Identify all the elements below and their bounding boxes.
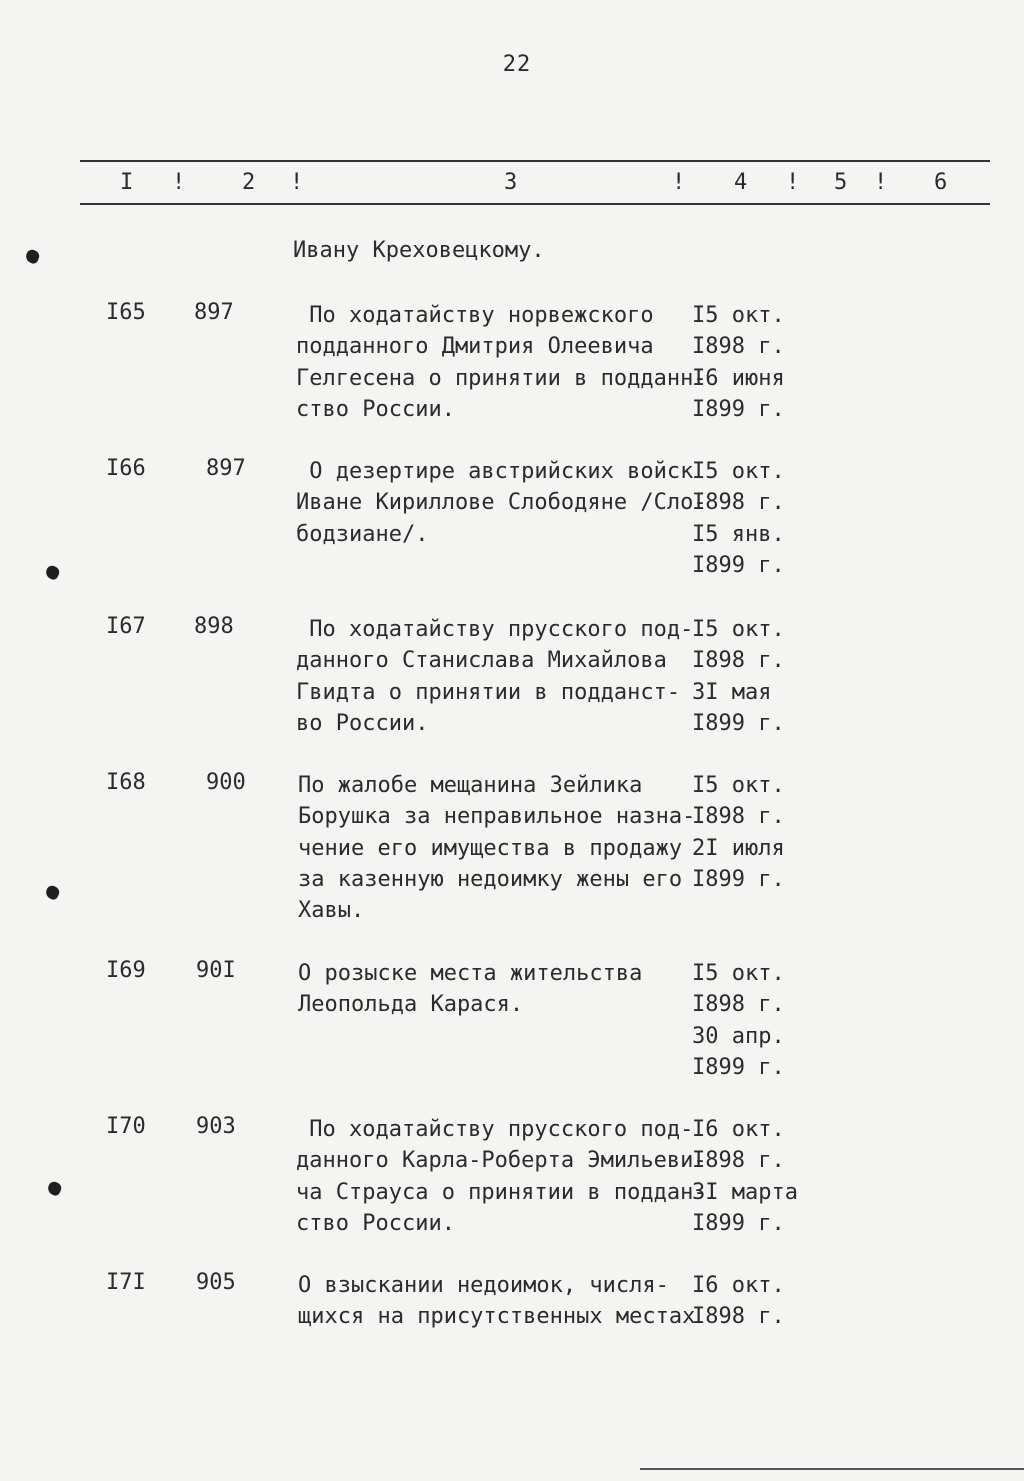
entry-dates: I5 окт. I898 г. 30 апр. I899 г. — [692, 961, 785, 1080]
page-bottom-line — [640, 1468, 1024, 1470]
entry-description: По ходатайству норвежского подданного Дмитрия Олеевича Гелгесена о принятии в подданн- ство России. — [296, 303, 707, 422]
entry-number: I70 — [106, 1114, 146, 1139]
entry-reference: 897 — [194, 300, 234, 325]
header-separator: ! — [290, 170, 304, 195]
entry-number: I68 — [106, 770, 146, 795]
entry-reference: 900 — [206, 770, 246, 795]
entry-description: О розыске места жительства Леопольда Карася. — [298, 961, 643, 1018]
punch-hole — [44, 884, 61, 901]
entry-reference: 898 — [194, 614, 234, 639]
header-col-1: I — [120, 170, 134, 195]
header-top-rule — [80, 160, 990, 162]
entry-description: О дезертире австрийских войск Иване Кириллове Слободяне /Сло- бодзиане/. — [296, 459, 707, 547]
entry-reference: 905 — [196, 1270, 236, 1295]
entry-number: I66 — [106, 456, 146, 481]
entry-dates: I5 окт. I898 г. 3I мая I899 г. — [692, 617, 785, 736]
entry-number: I65 — [106, 300, 146, 325]
continuation-line: Ивану Креховецкому. — [293, 238, 545, 263]
header-col-2: 2 — [242, 170, 256, 195]
punch-hole — [44, 564, 61, 581]
header-separator: ! — [786, 170, 800, 195]
entry-dates: I5 окт. I898 г. 2I июля I899 г. — [692, 773, 785, 892]
entry-dates: I6 окт. I898 г. — [692, 1273, 785, 1330]
entry-reference: 903 — [196, 1114, 236, 1139]
header-separator: ! — [874, 170, 888, 195]
entry-number: I7I — [106, 1270, 146, 1295]
page-number: 22 — [502, 52, 532, 77]
punch-hole — [24, 248, 41, 265]
header-separator: ! — [172, 170, 186, 195]
entry-number: I67 — [106, 614, 146, 639]
entry-description: По жалобе мещанина Зейлика Борушка за неправильное назна- чение его имущества в продажу за казенную недоимку жены его Хавы. — [298, 773, 696, 924]
entry-description: По ходатайству прусского под- данного Станислава Михайлова Гвидта о принятии в подданст- во России. — [296, 617, 694, 736]
header-col-6: 6 — [934, 170, 948, 195]
header-bottom-rule — [80, 203, 990, 205]
entry-dates: I5 окт. I898 г. I5 янв. I899 г. — [692, 459, 785, 578]
entry-dates: I5 окт. I898 г. I6 июня I899 г. — [692, 303, 785, 422]
entry-description: О взыскании недоимок, числя- щихся на присутственных местах — [298, 1273, 696, 1330]
entry-number: I69 — [106, 958, 146, 983]
header-separator: ! — [672, 170, 686, 195]
entry-description: По ходатайству прусского под- данного Карла-Роберта Эмильеви- ча Страуса о принятии в поддан- ство России. — [296, 1117, 707, 1236]
header-col-3: 3 — [504, 170, 518, 195]
header-col-4: 4 — [734, 170, 748, 195]
entry-dates: I6 окт. I898 г. 3I марта I899 г. — [692, 1117, 798, 1236]
entry-reference: 90I — [196, 958, 236, 983]
header-col-5: 5 — [834, 170, 848, 195]
entry-reference: 897 — [206, 456, 246, 481]
punch-hole — [46, 1180, 63, 1197]
